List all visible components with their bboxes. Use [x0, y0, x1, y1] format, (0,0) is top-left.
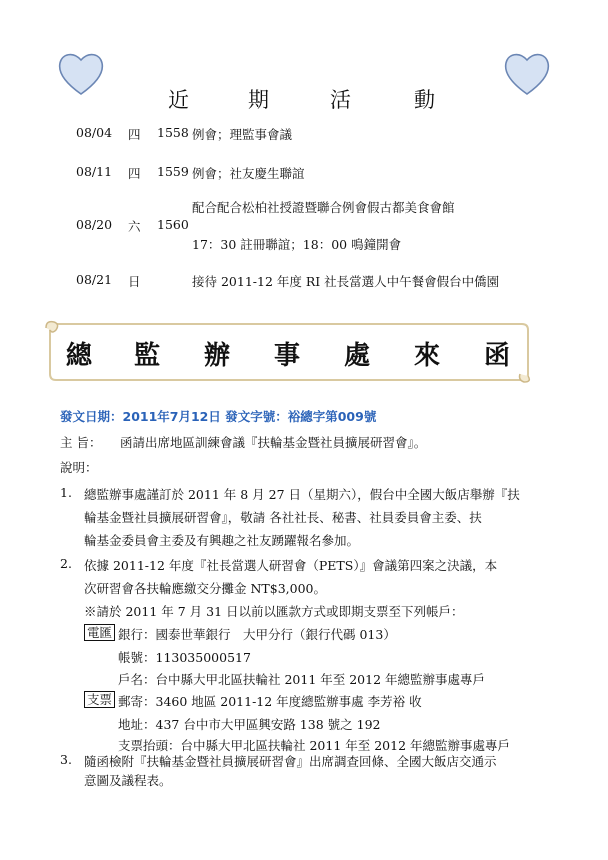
heart-icon [56, 50, 106, 98]
check-tag: 支票 [84, 691, 115, 708]
payment-note: ※請於 2011 年 7 月 31 日以前以匯款方式或即期支票至下列帳戶： [84, 604, 464, 619]
activity-number: 1560 [157, 217, 189, 232]
issue-info: 發文日期：2011年7月12日 發文字號：裕總字第009號 [60, 409, 377, 424]
activity-desc: 例會；理監事會議 [192, 127, 293, 142]
activity-desc: 配合配合松柏社授證暨聯合例會假古都美食會館 [192, 200, 455, 215]
activity-weekday: 日 [128, 274, 141, 289]
item-line: 輪基金委員會主委及有興趣之社友踴躍報名參加。 [84, 533, 360, 548]
mail-info: 郵寄：3460 地區 2011-12 年度總監辦事處 李芳裕 收 [118, 694, 422, 709]
item-line: 總監辦事處謹訂於 2011 年 8 月 27 日（星期六），假台中全國大飯店舉辦『扶 [84, 487, 520, 502]
activity-desc: 例會；社友慶生聯誼 [192, 166, 305, 181]
item-line: 依據 2011-12 年度『社長當選人研習會（PETS）』會議第四案之決議，本 [84, 558, 498, 573]
payee-info: 支票抬頭：台中縣大甲北區扶輪社 2011 年至 2012 年總監辦事處專戶 [118, 738, 511, 753]
activity-desc: 接待 2011-12 年度 RI 社長當選人中午餐會假台中僑園 [192, 274, 500, 289]
subject-label: 主 旨： [60, 435, 102, 450]
activity-weekday: 四 [128, 166, 141, 181]
item-line: 次研習會各扶輪應繳交分攤金 NT$3,000。 [84, 581, 326, 596]
item-number: 2. [60, 556, 72, 571]
item-number: 3. [60, 752, 72, 767]
banner-title: 總 監 辦 事 處 來 函 [66, 341, 511, 371]
activity-desc-2: 17：30 註冊聯誼；18：00 鳴鐘開會 [192, 237, 402, 252]
heart-icon [502, 50, 552, 98]
account-name: 戶名：台中縣大甲北區扶輪社 2011 年至 2012 年總監辦事處專戶 [118, 672, 486, 687]
subject-text: 函請出席地區訓練會議『扶輪基金暨社員擴展研習會』。 [120, 435, 427, 450]
activities-title: 近 期 活 動 [168, 88, 435, 112]
description-label: 說明： [60, 460, 98, 475]
activity-weekday: 六 [128, 219, 141, 234]
wire-transfer-tag: 電匯 [84, 624, 115, 641]
activity-date: 08/04 [76, 125, 113, 140]
address-info: 地址：437 台中市大甲區興安路 138 號之 192 [118, 717, 381, 732]
activity-date: 08/21 [76, 272, 113, 287]
item-line: 意圖及議程表。 [84, 773, 172, 788]
bank-info: 銀行：國泰世華銀行 大甲分行（銀行代碼 013） [118, 627, 396, 642]
activity-date: 08/11 [76, 164, 113, 179]
account-number: 帳號：113035000517 [118, 650, 251, 665]
item-line: 隨函檢附『扶輪基金暨社員擴展研習會』出席調查回條、全國大飯店交通示 [84, 754, 497, 769]
activity-number: 1558 [157, 125, 189, 140]
item-line: 輪基金暨社員擴展研習會』，敬請 各社社長、秘書、社員委員會主委、扶 [84, 510, 482, 525]
activity-weekday: 四 [128, 127, 141, 142]
activity-date: 08/20 [76, 217, 113, 232]
activity-number: 1559 [157, 164, 189, 179]
item-number: 1. [60, 485, 72, 500]
